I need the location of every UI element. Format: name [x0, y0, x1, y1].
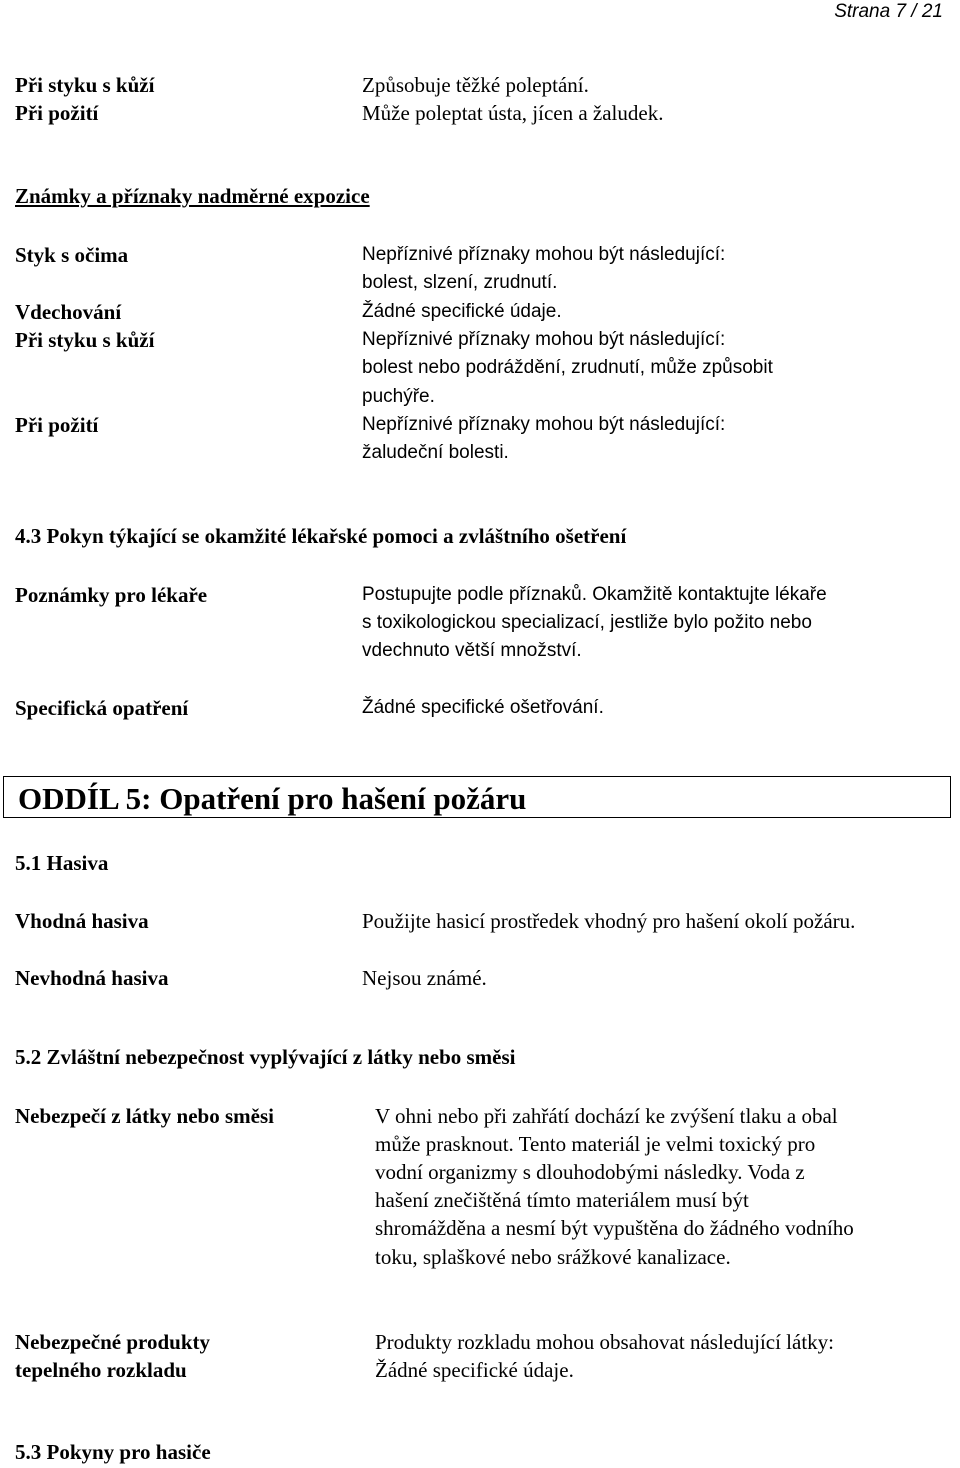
notes-line: Postupujte podle příznaků. Okamžitě kontaktujte lékaře [362, 584, 827, 605]
unsuitable-media-label: Nevhodná hasiva [15, 966, 169, 990]
ingestion-label: Při požití [15, 101, 99, 125]
section-5-2-heading: 5.2 Zvláštní nebezpečnost vyplývající z látky nebo směsi [15, 1045, 516, 1069]
symptoms-line: Nepříznivé příznaky mohou být následující: [362, 329, 726, 350]
suitable-media-label: Vhodná hasiva [15, 909, 149, 933]
hazard-line: shromážděna a nesmí být vypuštěna do žádného vodního [375, 1216, 854, 1240]
decomposition-line: Produkty rozkladu mohou obsahovat následující látky: [375, 1330, 835, 1354]
hazard-line: hašení znečištěná tímto materiálem musí být [375, 1188, 749, 1212]
hazard-line: může prasknout. Tento materiál je velmi toxický pro [375, 1132, 816, 1156]
symptoms-line: Nepříznivé příznaky mohou být následující: [362, 414, 726, 435]
notes-line: s toxikologickou specializací, jestliže bylo požito nebo [362, 612, 812, 633]
symptoms-line: puchýře. [362, 386, 435, 407]
skin-contact-label: Při styku s kůží [15, 73, 155, 97]
page-number: Strana 7 / 21 [834, 1, 943, 22]
ingestion-text: Může poleptat ústa, jícen a žaludek. [362, 101, 664, 125]
section-4-3-heading: 4.3 Pokyn týkající se okamžité lékařské pomoci a zvláštního ošetření [15, 524, 627, 548]
skin-contact-text: Způsobuje těžké poleptání. [362, 73, 589, 97]
symptoms-line: Žádné specifické údaje. [362, 301, 562, 322]
unsuitable-media-text: Nejsou známé. [362, 966, 487, 990]
section-5-title: ODDÍL 5: Opatření pro hašení požáru [18, 781, 527, 816]
decomposition-line: Žádné specifické údaje. [375, 1358, 574, 1382]
skin-contact-symptoms-label: Při styku s kůží [15, 328, 155, 352]
symptoms-line: bolest, slzení, zrudnutí. [362, 272, 558, 293]
hazard-line: vodní organizmy s dlouhodobými následky. Voda z [375, 1160, 805, 1184]
specific-treatment-label: Specifická opatření [15, 696, 189, 720]
section-5-title-box [3, 776, 951, 818]
decomposition-label-line: tepelného rozkladu [15, 1358, 187, 1382]
hazard-label: Nebezpečí z látky nebo směsi [15, 1104, 274, 1128]
eye-contact-label: Styk s očima [15, 243, 129, 267]
symptoms-line: bolest nebo podráždění, zrudnutí, může způsobit [362, 357, 773, 378]
suitable-media-text: Použijte hasicí prostředek vhodný pro hašení okolí požáru. [362, 909, 856, 933]
inhalation-label: Vdechování [15, 300, 122, 324]
symptoms-line: žaludeční bolesti. [362, 442, 509, 463]
notes-line: vdechnuto větší množství. [362, 640, 582, 661]
symptoms-heading: Známky a příznaky nadměrné expozice [15, 184, 370, 208]
notes-for-physician-label: Poznámky pro lékaře [15, 583, 208, 607]
hazard-line: toku, splaškové nebo srážkové kanalizace. [375, 1245, 731, 1269]
ingestion-symptoms-label: Při požití [15, 413, 99, 437]
symptoms-line: Nepříznivé příznaky mohou být následující: [362, 244, 726, 265]
hazard-line: V ohni nebo při zahřátí dochází ke zvýšení tlaku a obal [375, 1104, 838, 1128]
decomposition-label-line: Nebezpečné produkty [15, 1330, 211, 1354]
specific-treatment-text: Žádné specifické ošetřování. [362, 697, 604, 718]
section-5-3-heading: 5.3 Pokyny pro hasiče [15, 1440, 211, 1464]
section-5-1-heading: 5.1 Hasiva [15, 851, 109, 875]
